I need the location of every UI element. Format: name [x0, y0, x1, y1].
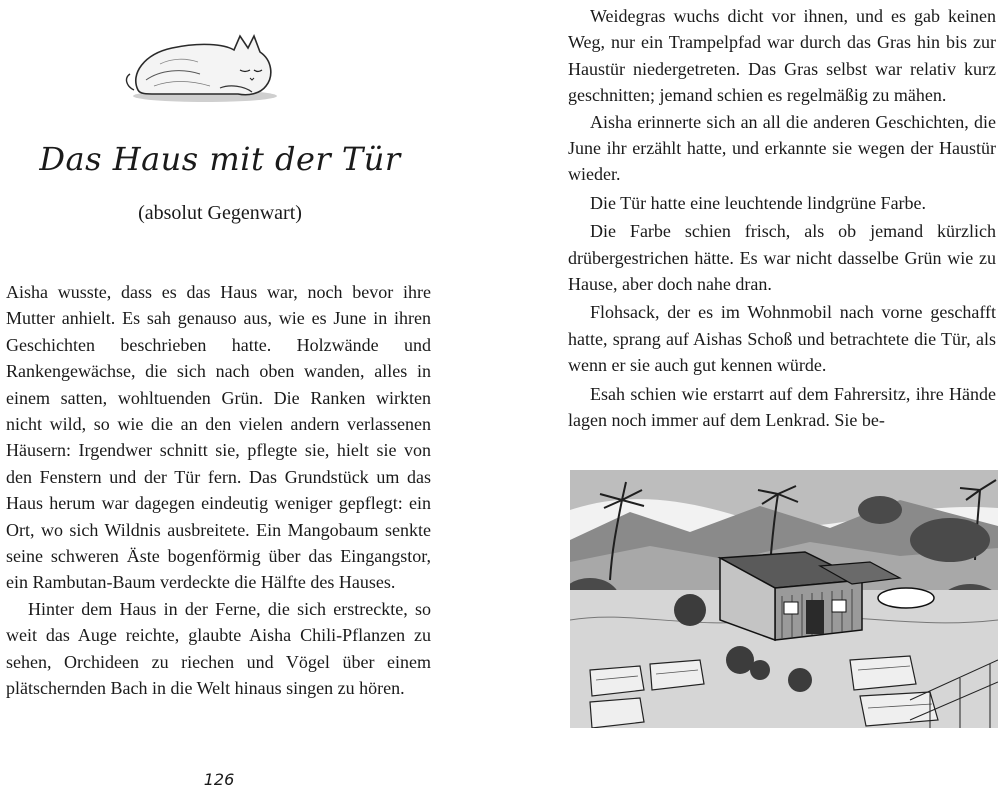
paragraph: Die Farbe schien frisch, als ob jemand kürzlich drübergestrichen hätte. Es war nicht dasselbe Grün wie zu Hause, aber doch nahe dran.: [568, 221, 996, 295]
paragraph: Flohsack, der es im Wohnmobil nach vorne geschafft hatte, sprang auf Aishas Schoß und betrachtete die Tür, als wenn er sie auch gut kennen würde.: [568, 302, 996, 376]
right-page: [568, 0, 1000, 800]
left-page: [0, 0, 440, 800]
paragraph: Die Tür hatte eine leuchtende lindgrüne Farbe.: [590, 192, 927, 213]
paragraph: Esah schien wie erstarrt auf dem Fahrersitz, ihre Hände lagen noch immer auf dem Lenkrad. Sie be-: [568, 383, 996, 431]
paragraph: Aisha wusste, dass es das Haus war, noch bevor ihre Mutter anhielt. Es sah genauso aus, wie es June in ihren Geschichten beschrieben hatte. Holzwände und Rankengewächse, die sich nach oben wanden, alles in einem satten, wohltuenden Grün. Die Ranken wirkten nicht wild, so wie die an den vielen andern verlassenen Häusern: Irgendwer schnitt sie, pflegte sie, hielt sie von den Fenstern und der Tür fern. Das Grundstück um das Haus herum war dagegen eindeutig weniger gepflegt: ein Ort, wo sich Wildnis ausbreitete. Ein Mangobaum senkte seine schweren Äste bogenförmig über das Eingangstor, ein Rambutan-Baum verdeckte die Hälfte des Hauses.: [6, 282, 431, 593]
paragraph: Weidegras wuchs dicht vor ihnen, und es gab keinen Weg, nur ein Trampelpfad war durch das Gras hin bis zur Haustür niedergetreten. Das Gras selbst war relativ kurz geschnitten; jemand schien es regelmäßig zu mähen.: [568, 6, 996, 106]
page-number: 126: [203, 770, 235, 789]
chapter-title: Das Haus mit der Tür: [39, 140, 401, 178]
paragraph: Aisha erinnerte sich an all die anderen Geschichten, die June ihr erzählt hatte, und erkannte sie wegen der Haustür wieder.: [568, 111, 996, 185]
paragraph: Hinter dem Haus in der Ferne, die sich erstreckte, so weit das Auge reichte, glaubte Aisha Chili-Pflanzen zu sehen, Orchideen zu riechen und Vögel über einem plätschernden Bach in die Welt hinaus singen zu hören.: [6, 598, 431, 699]
house-garden-illustration: [570, 470, 998, 728]
chapter-subtitle: (absolut Gegenwart): [138, 202, 302, 224]
sleeping-cat-illustration: [120, 24, 290, 104]
left-page-body: [6, 279, 431, 702]
right-page-body: [568, 3, 996, 434]
